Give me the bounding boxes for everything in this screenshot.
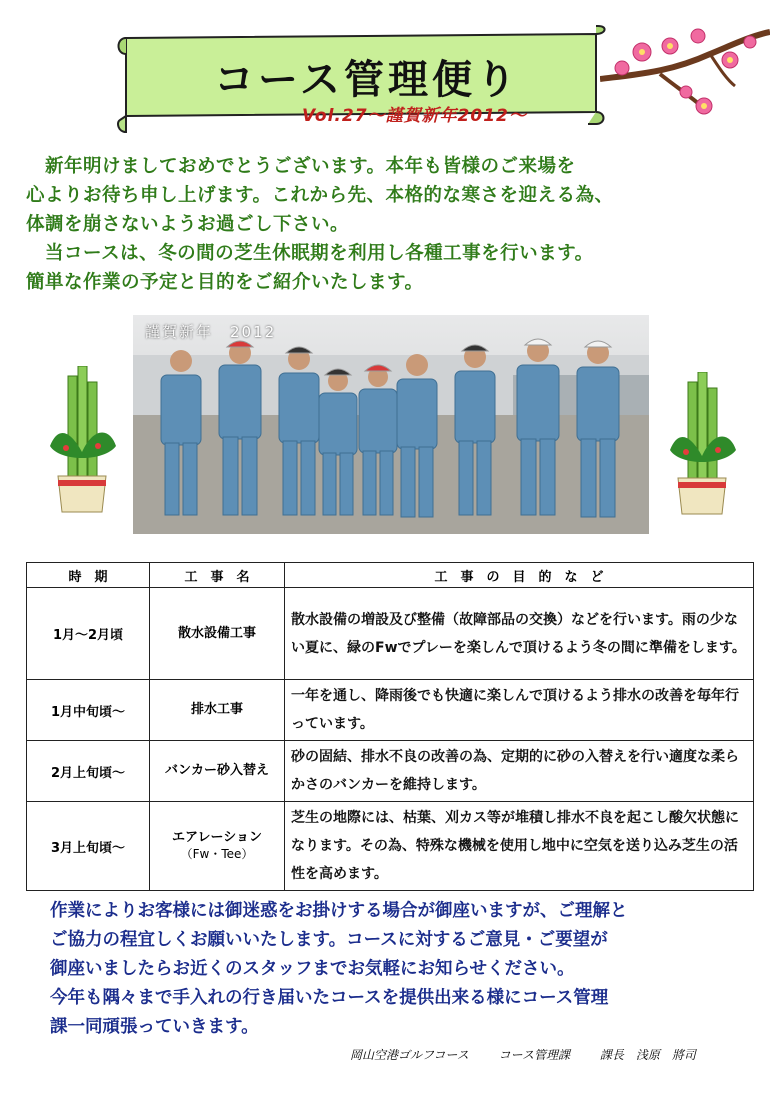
closing-line: 作業によりお客様には御迷惑をお掛けする場合が御座いますが、ご理解と [50,901,628,921]
header-banner [112,24,610,134]
row-work-name [150,680,285,741]
row-period: 3月上旬頃～ [27,802,150,891]
row-period: 1月～2月頃 [27,588,150,680]
table-row [27,802,754,891]
signature-dept: コース管理課 [498,1048,571,1062]
work-name-text: 排水工事 [190,702,243,717]
table-row [27,680,754,741]
signature [350,1046,722,1063]
page-title: コース管理便り [214,57,520,103]
intro-line: 簡単な作業の予定と目的をご紹介いたします。 [26,272,424,293]
kadomatsu-right-illustration [664,372,740,518]
table-row [27,741,754,802]
work-name-text: バンカー砂入替え [164,763,269,778]
closing-line: 課一同頑張っていきます。 [50,1017,259,1037]
intro-line: 新年明けましておめでとうございます。本年も皆様のご来場を [26,156,576,177]
closing-line: 今年も隅々まで手入れの行き届いたコースを提供出来る様にコース管理 [50,988,609,1008]
work-name-subtext: （Fw・Tee） [180,847,254,861]
issue-subtitle: Vol.27～謹賀新年2012～ [302,106,527,126]
table-header-row [27,563,754,588]
plum-blossom-illustration [600,24,770,124]
row-purpose: 砂の固結、排水不良の改善の為、定期的に砂の入替えを行い適度な柔らかさのバンカーを維持します。 [285,741,754,802]
row-period: 2月上旬頃～ [27,741,150,802]
header-period: 時 期 [27,563,150,588]
intro-line: 心よりお待ち申し上げます。これから先、本格的な寒さを迎える為、 [26,185,614,206]
intro-paragraph [26,152,756,297]
photo-caption: 謹賀新年 2012 [145,323,277,341]
closing-line: 御座いましたらお近くのスタッフまでお気軽にお知らせください。 [50,959,575,979]
intro-line: 当コースは、冬の間の芝生休眠期を利用し各種工事を行います。 [26,243,594,264]
row-work-name [150,741,285,802]
header-work-name: 工 事 名 [150,563,285,588]
closing-paragraph [50,897,750,1042]
row-purpose: 芝生の地際には、枯葉、刈カス等が堆積し排水不良を起こし酸欠状態になります。その為、特殊な機械を使用し地中に空気を送り込み芝生の活性を高めます。 [285,802,754,891]
row-work-name [150,588,285,680]
works-schedule-table [26,562,754,891]
intro-line: 体調を崩さないようお過ごし下さい。 [26,214,350,235]
work-name-text: エアレーション [172,830,262,845]
row-purpose: 一年を通し、降雨後でも快適に楽しんで頂けるよう排水の改善を毎年行っています。 [285,680,754,741]
signature-person: 課長 浅原 將司 [599,1048,696,1062]
header-purpose: 工 事 の 目 的 な ど [285,563,754,588]
staff-figures-graphic [133,315,649,534]
signature-club: 岡山空港ゴルフコース [350,1048,469,1062]
table-row [27,588,754,680]
staff-group-photo [133,315,649,534]
row-purpose: 散水設備の増設及び整備（故障部品の交換）などを行います。雨の少ない夏に、緑のFwでプレーを楽しんで頂けるよう冬の間に準備をします。 [285,588,754,680]
row-work-name [150,802,285,891]
kadomatsu-left-illustration [44,366,120,516]
work-name-text: 散水設備工事 [177,625,256,641]
row-period: 1月中旬頃～ [27,680,150,741]
closing-line: ご協力の程宜しくお願いいたします。コースに対するご意見・ご要望が [50,930,608,950]
